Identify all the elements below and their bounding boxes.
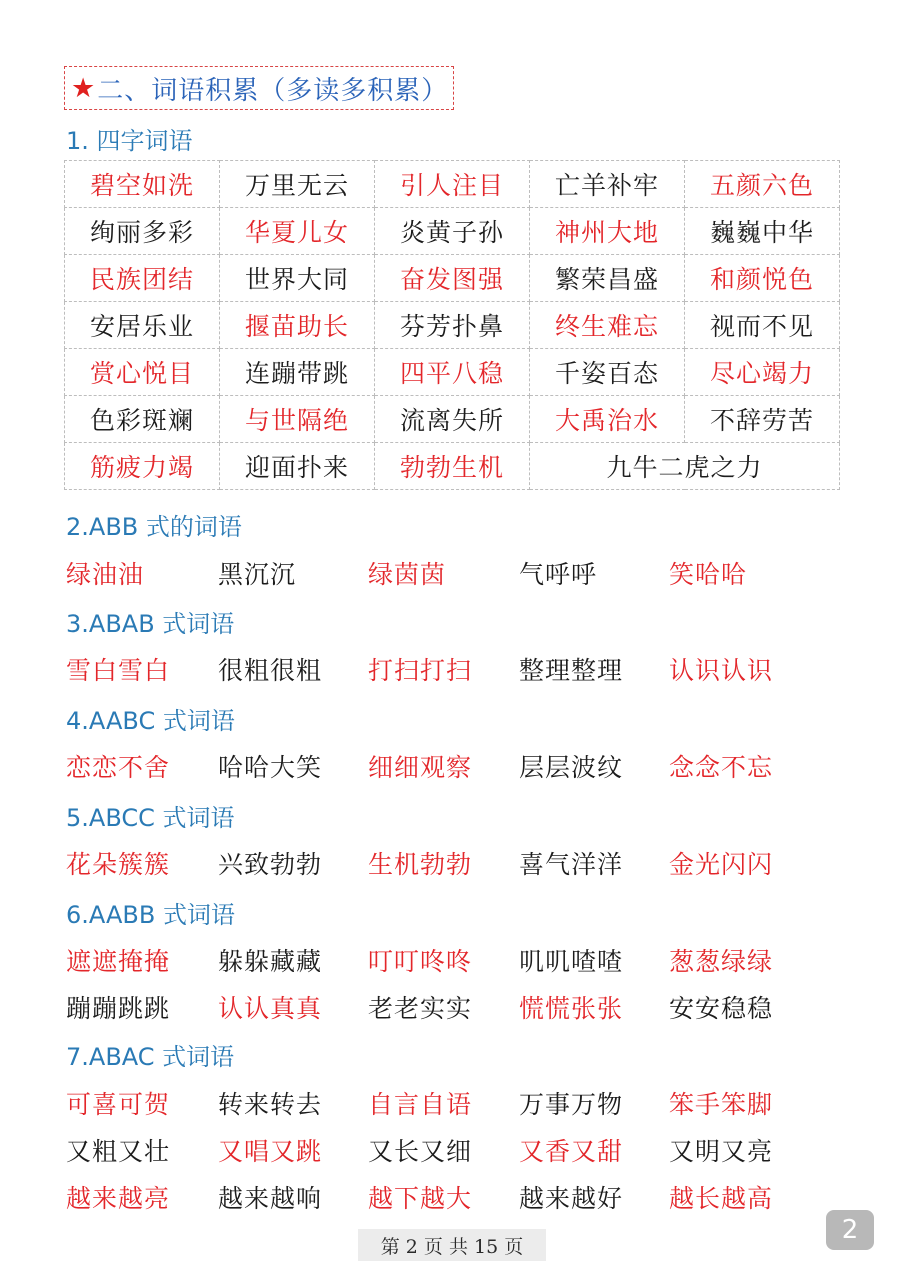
word-item: 气呼呼 <box>519 560 598 589</box>
heading-abb-words: 2.ABB 式的词语 <box>66 513 242 541</box>
table-row <box>65 208 840 255</box>
table-cell: 五颜六色 <box>685 161 840 208</box>
table-row <box>65 302 840 349</box>
table-cell: 尽心竭力 <box>685 349 840 396</box>
word-row-abac <box>66 1179 826 1219</box>
word-item: 又香又甜 <box>519 1137 624 1166</box>
word-item: 遮遮掩掩 <box>66 947 171 976</box>
word-row-aabb <box>66 942 826 982</box>
word-item: 安安稳稳 <box>669 994 774 1023</box>
four-char-word-table <box>64 160 840 490</box>
heading-four-char-words: 1. 四字词语 <box>66 127 193 155</box>
table-cell: 繁荣昌盛 <box>530 255 685 302</box>
word-item: 念念不忘 <box>669 753 774 782</box>
table-cell: 赏心悦目 <box>65 349 220 396</box>
table-cell: 揠苗助长 <box>220 302 375 349</box>
word-item: 越来越响 <box>218 1184 323 1213</box>
word-row-abb <box>66 555 826 595</box>
heading-abcc-words: 5.ABCC 式词语 <box>66 804 235 832</box>
word-item: 老老实实 <box>368 994 473 1023</box>
word-item: 越长越高 <box>669 1184 774 1213</box>
heading-abac-words: 7.ABAC 式词语 <box>66 1043 235 1071</box>
table-cell: 连蹦带跳 <box>220 349 375 396</box>
word-item: 绿茵茵 <box>368 560 447 589</box>
word-row-abac <box>66 1085 826 1125</box>
word-item: 整理整理 <box>519 656 624 685</box>
table-cell: 四平八稳 <box>375 349 530 396</box>
word-item: 可喜可贺 <box>66 1090 171 1119</box>
table-cell: 和颜悦色 <box>685 255 840 302</box>
table-cell: 世界大同 <box>220 255 375 302</box>
word-item: 雪白雪白 <box>66 656 171 685</box>
word-item: 层层波纹 <box>519 753 624 782</box>
table-cell: 民族团结 <box>65 255 220 302</box>
word-item: 喜气洋洋 <box>519 850 624 879</box>
table-cell: 芬芳扑鼻 <box>375 302 530 349</box>
word-item: 恋恋不舍 <box>66 753 171 782</box>
page-badge[interactable]: 2 <box>826 1210 874 1250</box>
table-cell: 奋发图强 <box>375 255 530 302</box>
table-cell: 终生难忘 <box>530 302 685 349</box>
word-item: 越来越亮 <box>66 1184 171 1213</box>
heading-aabc-words: 4.AABC 式词语 <box>66 707 235 735</box>
word-item: 又长又细 <box>368 1137 473 1166</box>
word-row-aabc <box>66 748 826 788</box>
table-row <box>65 161 840 208</box>
table-cell: 亡羊补牢 <box>530 161 685 208</box>
table-cell: 炎黄子孙 <box>375 208 530 255</box>
page-number-footer: 第 2 页 共 15 页 <box>358 1229 546 1261</box>
table-cell: 神州大地 <box>530 208 685 255</box>
table-cell: 引人注目 <box>375 161 530 208</box>
table-cell: 色彩斑斓 <box>65 396 220 443</box>
star-icon: ★ <box>71 72 96 104</box>
word-item: 又唱又跳 <box>218 1137 323 1166</box>
word-item: 细细观察 <box>368 753 473 782</box>
table-cell: 流离失所 <box>375 396 530 443</box>
table-cell: 华夏儿女 <box>220 208 375 255</box>
section-title: 二、词语积累（多读多积累） <box>97 75 449 106</box>
word-item: 认识认识 <box>669 656 774 685</box>
table-cell: 安居乐业 <box>65 302 220 349</box>
word-item: 越下越大 <box>368 1184 473 1213</box>
word-item: 又明又亮 <box>669 1137 774 1166</box>
heading-aabb-words: 6.AABB 式词语 <box>66 901 235 929</box>
table-cell: 绚丽多彩 <box>65 208 220 255</box>
word-item: 很粗很粗 <box>218 656 323 685</box>
word-item: 打扫打扫 <box>368 656 473 685</box>
table-cell: 九牛二虎之力 <box>530 443 840 490</box>
word-item: 认认真真 <box>218 994 323 1023</box>
word-item: 转来转去 <box>218 1090 323 1119</box>
word-row-abac <box>66 1132 826 1172</box>
word-item: 蹦蹦跳跳 <box>66 994 171 1023</box>
word-item: 黑沉沉 <box>218 560 297 589</box>
word-item: 叽叽喳喳 <box>519 947 624 976</box>
word-item: 绿油油 <box>66 560 145 589</box>
table-cell: 筋疲力竭 <box>65 443 220 490</box>
word-item: 花朵簇簇 <box>66 850 171 879</box>
word-item: 笑哈哈 <box>669 560 748 589</box>
word-item: 叮叮咚咚 <box>368 947 473 976</box>
word-item: 笨手笨脚 <box>669 1090 774 1119</box>
table-cell: 万里无云 <box>220 161 375 208</box>
table-cell: 千姿百态 <box>530 349 685 396</box>
table-cell: 不辞劳苦 <box>685 396 840 443</box>
word-item: 哈哈大笑 <box>218 753 323 782</box>
table-row <box>65 443 840 490</box>
table-cell: 勃勃生机 <box>375 443 530 490</box>
word-item: 越来越好 <box>519 1184 624 1213</box>
table-row <box>65 396 840 443</box>
table-row <box>65 255 840 302</box>
word-item: 万事万物 <box>519 1090 624 1119</box>
table-cell: 视而不见 <box>685 302 840 349</box>
word-item: 慌慌张张 <box>519 994 624 1023</box>
word-row-aabb <box>66 989 826 1029</box>
heading-abab-words: 3.ABAB 式词语 <box>66 610 235 638</box>
word-item: 躲躲藏藏 <box>218 947 323 976</box>
word-item: 兴致勃勃 <box>218 850 323 879</box>
word-row-abab <box>66 651 826 691</box>
word-item: 金光闪闪 <box>669 850 774 879</box>
table-row <box>65 349 840 396</box>
section-title-box <box>64 66 454 110</box>
table-cell: 巍巍中华 <box>685 208 840 255</box>
word-item: 又粗又壮 <box>66 1137 171 1166</box>
table-cell: 碧空如洗 <box>65 161 220 208</box>
word-row-abcc <box>66 845 826 885</box>
table-cell: 与世隔绝 <box>220 396 375 443</box>
word-item: 自言自语 <box>368 1090 473 1119</box>
word-item: 生机勃勃 <box>368 850 473 879</box>
table-cell: 迎面扑来 <box>220 443 375 490</box>
table-cell: 大禹治水 <box>530 396 685 443</box>
word-item: 葱葱绿绿 <box>669 947 774 976</box>
